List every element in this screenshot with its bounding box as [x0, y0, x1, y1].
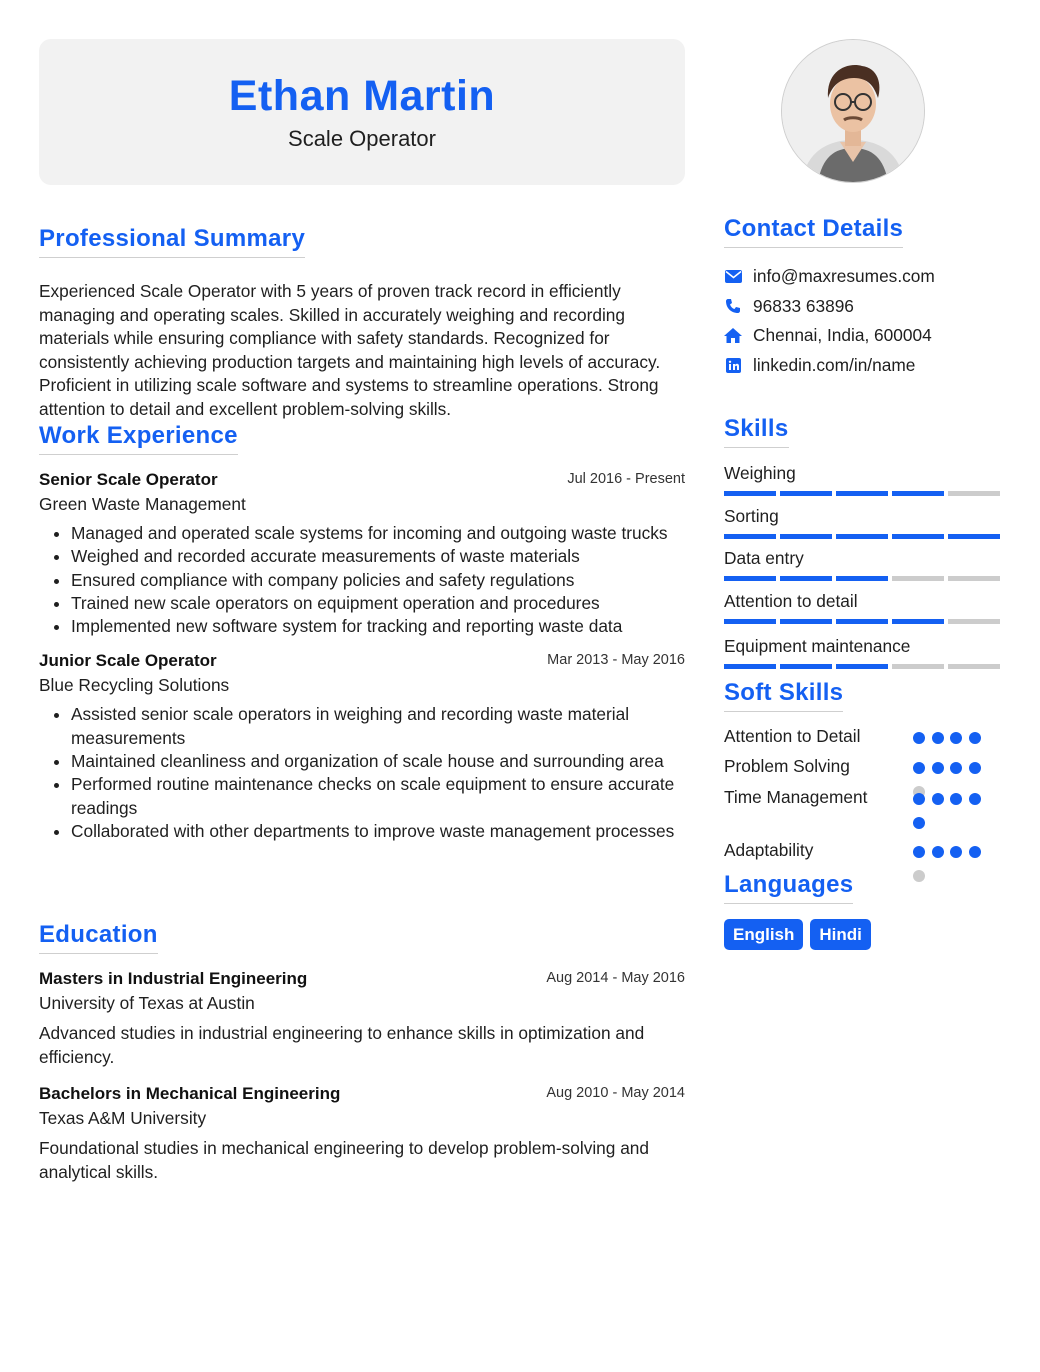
skill-name: Sorting — [724, 505, 779, 526]
education-heading: Education — [39, 920, 158, 954]
soft-skills-section — [724, 678, 1004, 885]
soft-skills-heading: Soft Skills — [724, 678, 843, 712]
rating-dot — [969, 762, 981, 774]
language-badges — [724, 919, 1004, 950]
degree-title: Bachelors in Mechanical Engineering — [39, 1084, 341, 1103]
skill-level-segment — [836, 534, 888, 539]
job-company: Green Waste Management — [39, 494, 246, 514]
skill-level-bar — [724, 664, 1004, 669]
languages-heading: Languages — [724, 870, 853, 904]
contact-address-row — [724, 321, 1004, 351]
skill-level-segment — [836, 576, 888, 581]
rating-dot — [932, 793, 944, 805]
skill-level-segment — [836, 664, 888, 669]
skill-level-bar — [724, 576, 1004, 581]
rating-dot — [913, 732, 925, 744]
skills-section — [724, 414, 1004, 677]
skill-level-segment — [724, 534, 776, 539]
skill-level-segment — [892, 664, 944, 669]
skill-name: Weighing — [724, 463, 796, 483]
phone-icon — [724, 297, 742, 315]
skill-level-segment — [780, 491, 832, 496]
rating-dot — [932, 762, 944, 774]
contact-section — [724, 214, 1004, 380]
skill-level-segment — [892, 491, 944, 496]
contact-address: Chennai, India, 600004 — [753, 325, 932, 346]
soft-skill-name: Attention to Detail — [724, 726, 861, 746]
school-name: University of Texas at Austin — [39, 993, 255, 1013]
header-box — [39, 39, 685, 185]
candidate-title: Scale Operator — [288, 126, 436, 151]
skill-name: Attention to detail — [724, 590, 858, 611]
rating-dot — [950, 762, 962, 774]
languages-section — [724, 870, 1004, 950]
job-company: Blue Recycling Solutions — [39, 675, 230, 696]
job-bullet: • Ensured compliance with company policies and safety regulations — [71, 569, 685, 592]
contact-phone[interactable]: 96833 63896 — [753, 295, 854, 316]
soft-skill-item — [724, 786, 1004, 808]
education-date: Aug 2014 - May 2016 — [546, 970, 685, 986]
envelope-icon — [724, 268, 742, 286]
rating-dot — [913, 817, 925, 829]
job-date: Mar 2013 - May 2016 — [547, 652, 685, 669]
contact-heading: Contact Details — [724, 214, 903, 248]
contact-email-row[interactable] — [724, 262, 1004, 292]
skill-level-segment — [892, 576, 944, 581]
linkedin-icon — [724, 356, 742, 374]
rating-dot — [913, 846, 925, 858]
rating-dot — [969, 732, 981, 744]
language-badge: English — [724, 919, 803, 950]
soft-skill-item — [724, 839, 1004, 861]
language-badge: Hindi — [810, 919, 871, 950]
rating-dot — [950, 732, 962, 744]
skill-level-segment — [780, 619, 832, 624]
skill-level-segment — [948, 534, 1000, 539]
contact-email[interactable]: info@maxresumes.com — [753, 266, 935, 287]
education-date: Aug 2010 - May 2014 — [546, 1085, 685, 1101]
degree-title: Masters in Industrial Engineering — [39, 969, 308, 988]
soft-skill-item — [724, 725, 1004, 747]
contact-phone-row[interactable] — [724, 292, 1004, 322]
rating-dot — [950, 793, 962, 805]
rating-dot — [950, 846, 962, 858]
soft-skills-list — [724, 725, 1004, 885]
job-bullet: • Assisted senior scale operators in weighing and recording waste material measurements — [71, 703, 685, 750]
education-section — [39, 920, 685, 1184]
experience-heading: Work Experience — [39, 421, 238, 455]
candidate-name: Ethan Martin — [228, 72, 496, 120]
summary-text: Experienced Scale Operator with 5 years of proven track record in efficiently managing and operating scales. Skilled in accurately weighing and recording materials while ensuring compliance with safety standards. Recognized for consistently achieving production targets and maintaining high levels of accuracy. Proficient in utilizing scale software and systems to streamline operations. Strong attention to detail and excellent problem-solving skills. — [39, 281, 661, 419]
job-entry — [39, 649, 685, 843]
skill-name: Equipment maintenance — [724, 635, 911, 656]
skill-level-bar — [724, 491, 1004, 496]
home-icon — [724, 327, 742, 345]
skill-level-segment — [836, 619, 888, 624]
skill-level-segment — [780, 576, 832, 581]
job-bullets — [39, 703, 685, 843]
rating-dot — [969, 793, 981, 805]
summary-heading: Professional Summary — [39, 224, 305, 258]
job-date: Jul 2016 - Present — [567, 471, 685, 487]
contact-linkedin[interactable]: linkedin.com/in/name — [753, 354, 916, 375]
skill-item — [724, 505, 1004, 548]
job-bullet: • Managed and operated scale systems for incoming and outgoing waste trucks — [71, 522, 685, 545]
skill-level-segment — [948, 491, 1000, 496]
skill-level-bar — [724, 619, 1004, 624]
rating-dot — [932, 846, 944, 858]
skill-level-segment — [892, 534, 944, 539]
job-title: Senior Scale Operator — [39, 470, 218, 489]
skill-level-segment — [836, 491, 888, 496]
profile-photo — [781, 39, 925, 183]
skill-item — [724, 635, 1004, 678]
skill-name: Data entry — [724, 548, 804, 568]
experience-section — [39, 421, 685, 843]
job-bullet: • Performed routine maintenance checks on scale equipment to ensure accurate readings — [71, 773, 685, 820]
education-entry — [39, 1082, 685, 1184]
job-bullet: • Weighed and recorded accurate measurements of waste materials — [71, 545, 685, 568]
job-bullet: • Maintained cleanliness and organization of scale house and surrounding area — [71, 750, 685, 773]
job-entry — [39, 468, 685, 638]
job-bullets — [39, 522, 685, 638]
skill-item — [724, 462, 1004, 505]
skill-level-segment — [780, 534, 832, 539]
skill-level-segment — [780, 664, 832, 669]
job-bullet: • Collaborated with other departments to improve waste management processes — [71, 820, 685, 843]
skill-level-bar — [724, 534, 1004, 539]
education-desc: Advanced studies in industrial engineering to enhance skills in optimization and efficiency. — [39, 1023, 645, 1067]
soft-skill-item — [724, 755, 1004, 777]
skills-list — [724, 462, 1004, 677]
skills-heading: Skills — [724, 414, 789, 448]
skill-level-segment — [724, 491, 776, 496]
education-desc: Foundational studies in mechanical engineering to develop problem-solving and analytical skills. — [39, 1138, 650, 1182]
skill-level-segment — [948, 576, 1000, 581]
job-title: Junior Scale Operator — [39, 651, 217, 671]
skill-level-segment — [948, 619, 1000, 624]
skill-item — [724, 547, 1004, 590]
rating-dot — [913, 762, 925, 774]
skill-level-segment — [724, 576, 776, 581]
skill-level-segment — [724, 619, 776, 624]
soft-skill-name: Problem Solving — [724, 756, 850, 776]
rating-dot — [932, 732, 944, 744]
skill-level-segment — [892, 619, 944, 624]
summary-section — [39, 224, 685, 421]
rating-dot — [913, 793, 925, 805]
job-bullet: • Implemented new software system for tracking and reporting waste data — [71, 615, 685, 638]
contact-linkedin-row[interactable] — [724, 351, 1004, 381]
rating-dot — [969, 846, 981, 858]
soft-skill-name: Time Management — [724, 787, 868, 807]
education-entry — [39, 967, 685, 1069]
skill-item — [724, 590, 1004, 635]
job-bullet: • Trained new scale operators on equipment operation and procedures — [71, 592, 685, 615]
skill-level-segment — [948, 664, 1000, 669]
soft-skill-name: Adaptability — [724, 840, 814, 860]
school-name: Texas A&M University — [39, 1108, 207, 1128]
skill-level-segment — [724, 664, 776, 669]
